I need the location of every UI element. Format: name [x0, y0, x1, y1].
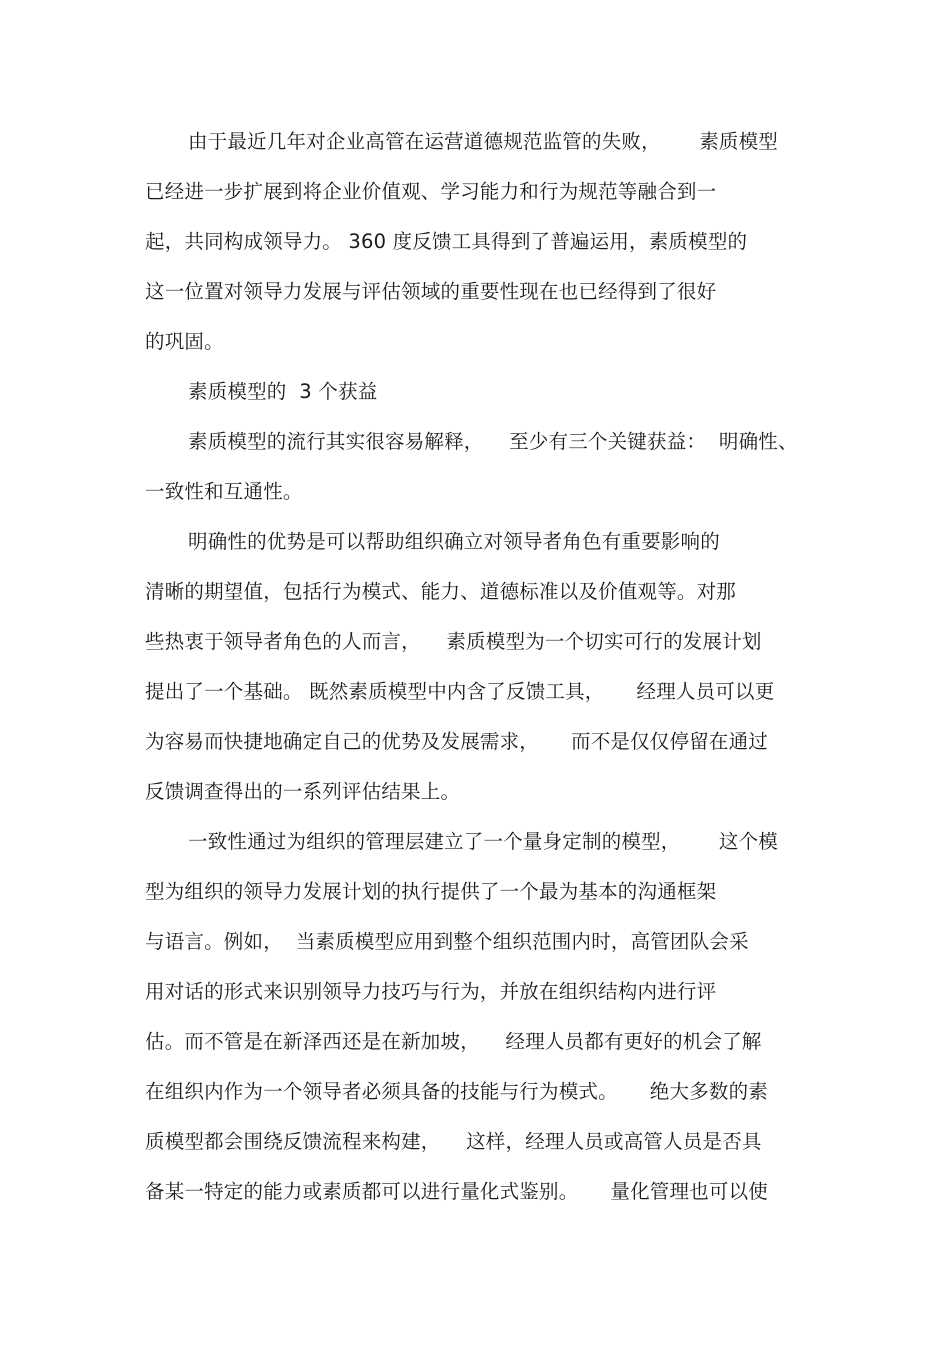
paragraph-line: 反馈调查得出的一系列评估结果上。: [145, 780, 461, 803]
paragraph-line: 已经进一步扩展到将企业价值观、学习能力和行为规范等融合到一: [145, 180, 717, 203]
paragraph-line: 与语言。例如， 当素质模型应用到整个组织范围内时，高管团队会采: [145, 930, 749, 953]
paragraph-line: 一致性通过为组织的管理层建立了一个量身定制的模型， 这个模: [188, 830, 778, 853]
paragraph-line: 为容易而快捷地确定自己的优势及发展需求， 而不是仅仅停留在通过: [145, 730, 768, 753]
paragraph-line: 的巩固。: [145, 330, 224, 353]
paragraph-line: 明确性的优势是可以帮助组织确立对领导者角色有重要影响的: [188, 530, 720, 553]
paragraph-line: 由于最近几年对企业高管在运营道德规范监管的失败， 素质模型: [188, 130, 778, 153]
paragraph-line: 估。而不管是在新泽西还是在新加坡， 经理人员都有更好的机会了解: [145, 1030, 762, 1053]
paragraph-line: 用对话的形式来识别领导力技巧与行为，并放在组织结构内进行评: [145, 980, 717, 1003]
paragraph-line: 在组织内作为一个领导者必须具备的技能与行为模式。 绝大多数的素: [145, 1080, 768, 1103]
paragraph-line: 备某一特定的能力或素质都可以进行量化式鉴别。 量化管理也可以使: [145, 1180, 768, 1203]
paragraph-line: 一致性和互通性。: [145, 480, 303, 503]
paragraph-line: 些热衷于领导者角色的人而言， 素质模型为一个切实可行的发展计划: [145, 630, 762, 653]
paragraph-line: 起，共同构成领导力。 360 度反馈工具得到了普遍运用，素质模型的: [145, 230, 748, 253]
paragraph-line: 清晰的期望值，包括行为模式、能力、道德标准以及价值观等。对那: [145, 580, 737, 603]
paragraph-line: 质模型都会围绕反馈流程来构建， 这样，经理人员或高管人员是否具: [145, 1130, 762, 1153]
paragraph-line: 这一位置对领导力发展与评估领域的重要性现在也已经得到了很好: [145, 280, 717, 303]
paragraph-line: 素质模型的流行其实很容易解释， 至少有三个关键获益： 明确性、: [188, 430, 798, 453]
paragraph-line: 提出了一个基础。 既然素质模型中内含了反馈工具， 经理人员可以更: [145, 680, 775, 703]
section-heading: 素质模型的 3 个获益: [188, 380, 378, 403]
paragraph-line: 型为组织的领导力发展计划的执行提供了一个最为基本的沟通框架: [145, 880, 717, 903]
